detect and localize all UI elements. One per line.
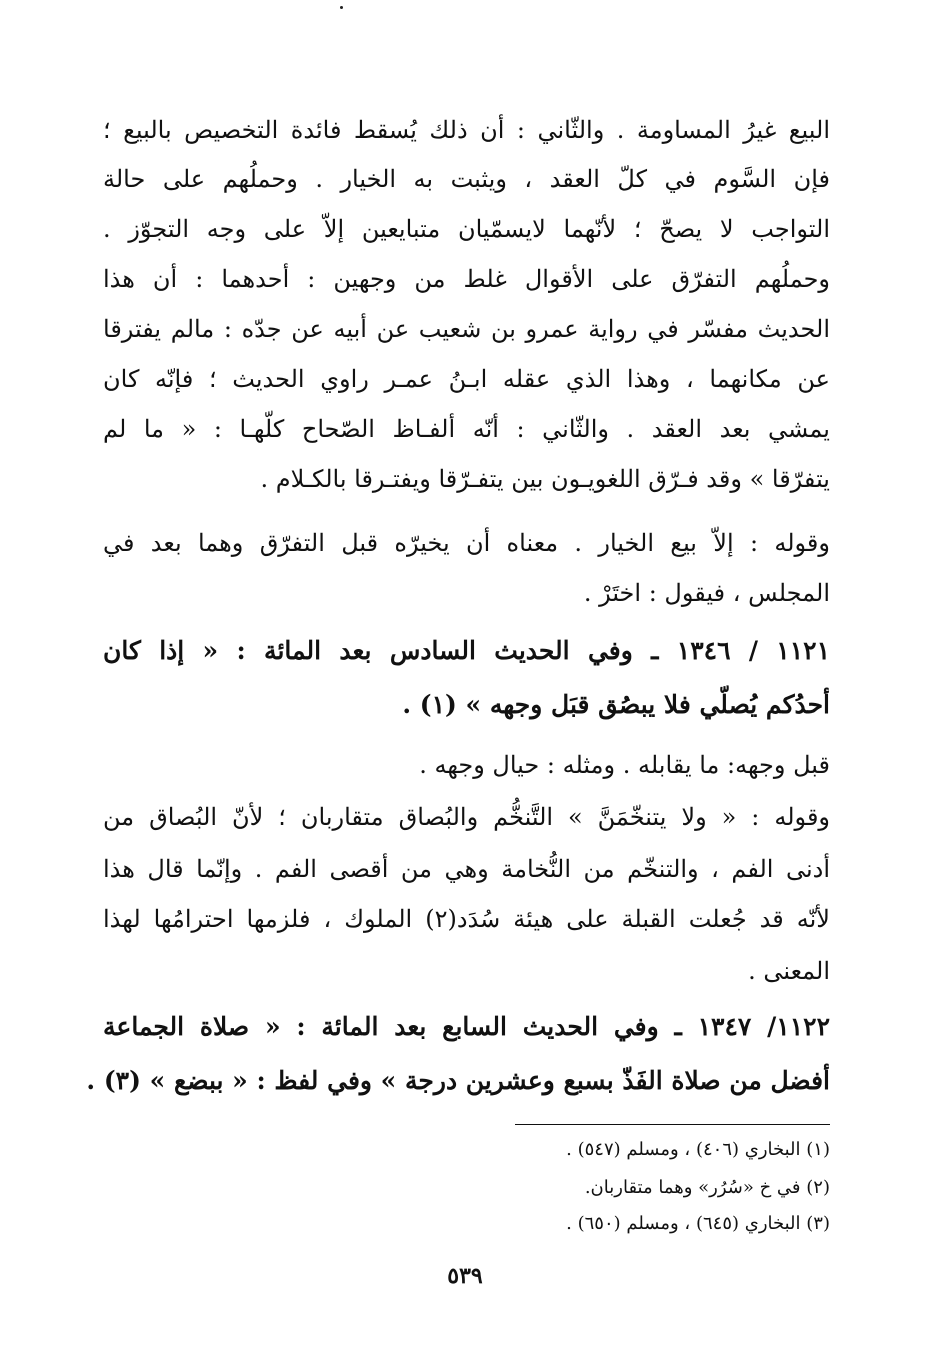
body-line-5: الحديث مفسّر في رواية عمرو بن شعيب عن أبيه عن جدّه : مالم يفترقا: [103, 315, 830, 343]
body-line-10: المجلس ، فيقول : اختَرْ .: [583, 579, 830, 607]
body-line-7: يمشي بعد العقد . والثّاني : أنّه ألفـاظ الصّحاح كلّهـا : « ما لم: [103, 415, 830, 443]
body-line-17: المعنى .: [748, 957, 830, 985]
body-line-14: وقوله : « ولا يتنخّمَنَّ » التَّنخُّم والبُصاق متقاربان ؛ لأنّ البُصاق من: [103, 803, 830, 831]
hadith-1122-line-1: ١١٢٢/ ١٣٤٧ ـ وفي الحديث السابع بعد المائة : « صلاة الجماعة: [103, 1012, 830, 1041]
body-line-4: وحملُهم التفرّق على الأقوال غلط من وجهين : أحدهما : أن هذا: [103, 265, 830, 293]
body-line-16: لأنّه قد جُعلت القبلة على هيئة سُدَد(٢) الملوك ، فلزمها احترامُها لهذا: [103, 905, 830, 933]
page-number: ٥٣٩: [447, 1263, 483, 1289]
footnote-1: (١) البخاري (٤٠٦) ، ومسلم (٥٤٧) .: [566, 1139, 830, 1160]
footnote-separator: [515, 1124, 830, 1125]
hadith-1121-line-1: ١١٢١ / ١٣٤٦ ـ وفي الحديث السادس بعد المائة : « إذا كان: [103, 636, 830, 665]
body-line-6: عن مكانهما ، وهذا الذي عقله ابـنُ عمـر راوي الحديث ؛ فإنّه كان: [103, 365, 830, 393]
printing-speck: [340, 6, 343, 9]
body-line-15: أدنى الفم ، والتنخّم من النُّخامة وهي من أقصى الفم . وإنّما قال هذا: [103, 855, 830, 883]
body-line-2: فإن السَّوم في كلّ العقد ، ويثبت به الخيار . وحملُهم على حالة: [103, 165, 830, 193]
body-line-3: التواجب لا يصحّ ؛ لأنّهما لايسمّيان متبايعين إلاّ على وجه التجوّز .: [103, 215, 831, 243]
body-line-8: يتفرّقا » وقد فـرّق اللغويـون بين يتفـرّقا ويفتـرقا بالكـلام .: [260, 465, 830, 493]
footnote-3: (٣) البخاري (٦٤٥) ، ومسلم (٦٥٠) .: [566, 1213, 830, 1234]
body-line-1: البيع غيرُ المساومة . والثّاني : أن ذلك يُسقط فائدة التخصيص بالبيع ؛: [103, 116, 830, 144]
body-line-13: قبل وجهه: ما يقابله . ومثله : حيال وجهه .: [419, 751, 830, 779]
hadith-1121-line-2: أحدُكم يُصلّي فلا يبصُق قبَل وجهه » (١) .: [402, 690, 830, 719]
footnote-2: (٢) في خ «سُرُر» وهما متقاربان.: [584, 1177, 830, 1198]
body-line-9: وقوله : إلاّ بيع الخيار . معناه أن يخيرّه قبل التفرّق وهما بعد في: [103, 529, 830, 557]
hadith-1122-line-2: أفضل من صلاة الفَذّ بسبع وعشرين درجة » وفي لفظ : « ببضع » (٣) .: [86, 1066, 830, 1095]
